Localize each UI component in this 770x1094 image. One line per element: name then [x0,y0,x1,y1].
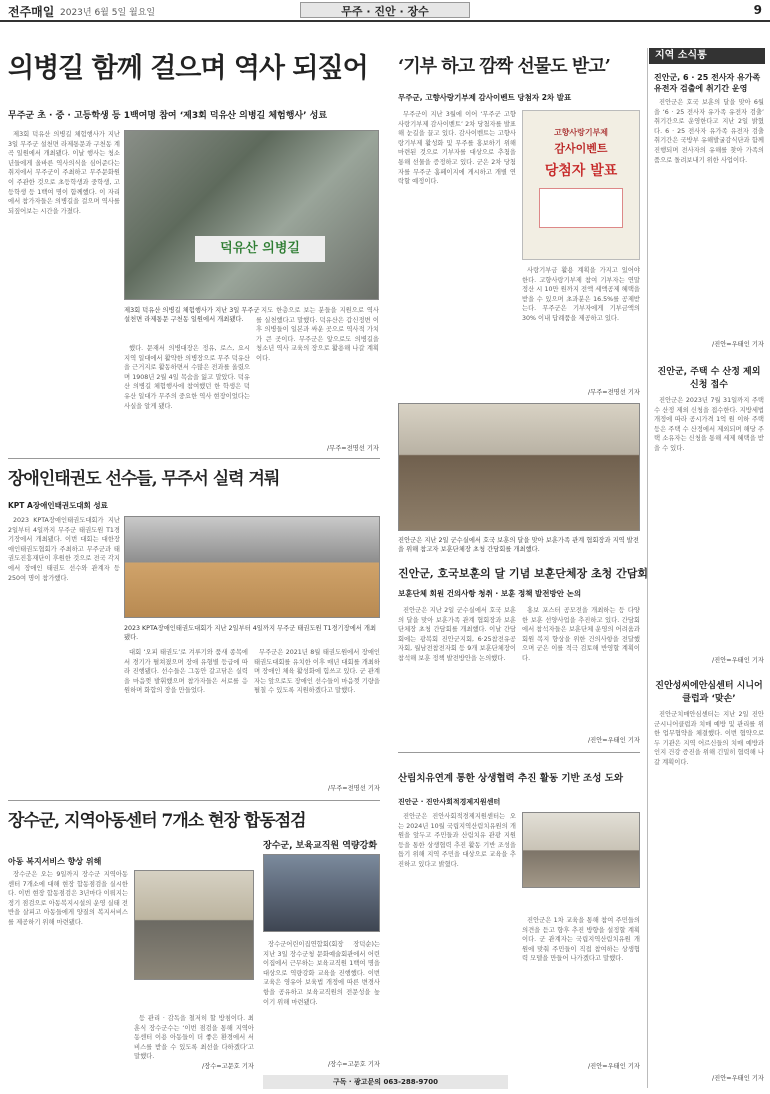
article2-col2: 사랑기부금 활용 계획을 가지고 있어야 한다. 고향사랑기부제 참여 기부자는 연말정산 시 10만 원까지 전액 세액공제 혜택을 받을 수 있으며 초과분은 16.5%를 공제받는다. 무주군은 기부자에게 기부금액의 30% 이내 답례품을 제공하고 있다. [522,267,640,322]
article4-subhead: 보훈단체 회원 건의사항 청취 · 보훈 정책 발전방안 논의 [398,589,582,598]
article4-col1: 진안군은 지난 2일 군수실에서 호국 보훈의 달을 맞아 보훈가족 관계 협회장과 보훈단체장 초청 간담회를 개최했다. 이날 간담회에는 광복회 진안군지회, 6·25참전유공자회, 월남전참전자회 등 9개 보훈단체장이 참석해 보훈 정책 발전방안을 논의했다. [398,607,516,662]
footer-ad: 구독 · 광고문의 063-288-9700 [263,1075,508,1089]
article3-headline: 장애인태권도 선수들, 무주서 실력 겨뤄 [8,469,280,489]
article3-subhead: KPT A장애인태권도대회 성료 [8,501,108,510]
article7-headline: 산림치유연계 통한 상생협력 추진 활동 기반 조성 도와 [398,773,624,784]
article6-byline: /장수=고문호 기자 [328,1061,380,1068]
section-label: 무주 · 진안 · 장수 [300,2,470,18]
article1-caption: 제3회 덕유산 의병길 체험행사가 지난 3일 무주군 설천면 라제통문 구천동 일원에서 개최됐다. [124,307,260,323]
article5-col1: 장수군은 오는 9일까지 장수군 지역아동센터 7개소에 대해 현장 합동점검을 실시한다. 이번 현장 합동점검은 3년마다 이뤄지는 정기 점검으로 아동복지시설의 운영 실태 전반을 살피고 아동들에게 양질의 복지서비스를 제공하기 위해 마련됐다. [8,871,128,926]
article5-byline: /장수=고문호 기자 [202,1063,254,1070]
photo-banner: 덕유산 의병길 [195,236,325,262]
event-poster [522,110,640,260]
sidebar-item-body: 진안군치매안심센터는 지난 2일 진안군시니어클럽과 치매 예방 및 관리를 위한 업무협약을 체결했다. 이번 협약으로 두 기관은 지역 어르신들의 치매 예방과 인지 건강 증진을 위해 긴밀히 협력해 나갈 계획이다. [654,711,764,766]
article1-byline: /무주=전명선 기자 [327,445,379,452]
article2-headline: ‘기부 하고 깜짝 선물도 받고’ [398,56,610,77]
article7-subhead: 진안군 · 진안사회적경제지원센터 [398,798,501,806]
article3-byline: /무주=전명선 기자 [328,785,380,792]
article3-col1: 2023 KPTA장애인태권도대회가 지난 2일부터 4일까지 무주군 태권도원 T1경기장에서 개최됐다. 이번 대회는 대한장애인태권도협회가 주최하고 무주군과 태권도진흥재단이 후원한 것으로 전국 각지에서 장애인 태권도 선수와 관계자 등 250여 명이 참가했다. [8,517,120,582]
article3-col2: 대회 ‘오피 태권도’로 겨루기와 품새 종목에서 경기가 펼쳐졌으며 장애 유형별 등급에 따라 진행됐다. 선수들은 그동안 갈고닦은 실력을 마음껏 발휘했으며 참가자들은 서로를 응원하며 화합의 장을 만들었다. [124,649,248,695]
article4-headline: 진안군, 호국보훈의 달 기념 보훈단체장 초청 간담회 [398,567,648,580]
article3-caption: 2023 KPTA장애인태권도대회가 지난 2일부터 4일까지 무주군 태권도원 T1경기장에서 개최됐다. [124,625,377,641]
article7-byline: /진안=우태인 기자 [588,1063,640,1070]
sidebar-header: 지역 소식통 [649,48,765,64]
article6-headline: 장수군, 보육교직원 역량강화 [263,841,378,851]
divider-2 [398,752,640,753]
article2-byline: /무주=전명선 기자 [588,389,640,396]
sidebar-item-title: 진안군, 6 · 25 전사자 유가족 유전자 검출에 취기간 운영 [654,73,761,93]
sidebar-item-byline: /진안=우태인 기자 [712,341,764,348]
article2-col1: 무주군이 지난 3월에 이어 ‘무주군 고향사랑기부제 감사이벤트’ 2차 당첨자를 발표해 눈길을 끌고 있다. 감사이벤트는 고향사랑기부제 활성화 및 무주를 홍보하기 위해 마련된 것으로 기부자를 대상으로 추첨을 통해 선물을 증정하고 있다. 군은 2차 당첨자를 무주군 홈페이지에 게시하고 개별 연락할 예정이다. [398,111,516,186]
page-number: 9 [753,3,762,17]
article7-col2: 진안군은 1차 교육을 통해 참여 주민들의 의견을 듣고 향후 추진 방향을 설정할 계획이다. 군 관계자는 국립지역산림치유원 개원에 맞춰 주민들이 직접 참여하는 상생협력 모델을 만들어 나가겠다고 말했다. [522,917,640,963]
poster-line2: 감사이벤트 [554,142,608,155]
article2-subhead: 무주군, 고향사랑기부제 감사이벤트 당첨자 2차 발표 [398,93,572,102]
article1-col2: 했다. 문재서 의병대장은 정유, 로스, 요시 지역 일대에서 활약한 의병장으로 무주 덕유산을 근거지로 활동하면서 수많은 전과를 올렸으며 1908년 2월 4일 목숨을 잃고 말았다. 덕유산 의병길 체험행사에 참여했던 한 학생은 덕유산 일대가 무주의 중요한 역사 현장이었다는 사실을 알게 됐다. [124,345,250,410]
sidebar-item-title: 진안성씨에안심센터 시니어클럽과 ‘맞손’ [655,681,763,704]
article1-col1: 제3회 덕유산 의병길 체험행사가 지난 3일 무주군 설천면 라제통문과 구천동 계곡 일원에서 개최됐다. 이날 행사는 청소년들에게 올바른 역사의식을 심어준다는 취지에서 무주군이 주최하고 무주문화원이 주관한 것으로 초등학생과 중학생, 고등학생 등 1백여 명이 함께했다. 이 자리에서 참가자들은 의병길을 걸으며 역사를 되짚어보는 시간을 가졌다. [8,131,120,215]
article5-col2: 등 관리 · 감독을 철저히 할 방침이다. 최훈식 장수군수는 ‘이번 점검을 통해 지역아동센터 이용 아동들이 더 좋은 환경에서 서비스를 받을 수 있도록 최선을 다하겠다’고 말했다. [134,1015,254,1061]
article1-headline: 의병길 함께 걸으며 역사 되짚어 [8,53,368,84]
article7-photo [522,812,640,888]
article4-caption: 진안군은 지난 2일 군수실에서 호국 보훈의 달을 맞아 보훈가족 관계 협회장과 지역 발전을 위해 참고자 보훈단체장 초청 간담회를 개최했다. [398,537,639,553]
article4-byline: /진안=우태인 기자 [588,737,640,744]
article1-subhead: 무주군 초 · 중 · 고등학생 등 1백여명 참여 ‘제3회 덕유산 의병길 체험행사’ 성료 [8,111,328,121]
sidebar-item-byline: /진안=우태인 기자 [712,1075,764,1082]
sidebar-item-title: 진안군, 주택 수 산정 제외 신청 접수 [657,367,761,390]
article3-photo [124,516,380,618]
article6-col1: 장수군어린이집연합회(회장 장덕순)는 지난 3일 장수군청 문화예술회관에서 어린이집에서 근무하는 보육교직원 1백여 명을 대상으로 역량강화 교육을 진행했다. 이번 교육은 영유아 보육법 개정에 따른 변경사항을 공유하고 보육교직원의 전문성을 높이기 위해 마련됐다. [263,941,380,1006]
sidebar-item-body: 진안군은 호국 보훈의 달을 맞아 6월을 ‘6 · 25 전사자 유가족 유전자 검출’ 취기간으로 운영한다고 지난 2일 밝혔다. 6 · 25 전사자 유가족 유전자 검출 취기간은 국방부 유해발굴감식단과 함께 진행되며 전사자의 유해를 찾아 가족의 품으로 돌려보내기 위한 사업이다. [654,99,764,164]
divider-3 [8,800,380,801]
poster-line1: 고향사랑기부제 [553,128,609,137]
article1-col3: 지도 한층으로 보는 분들을 지원으로 역사를 실천했다고 말했다. 덕유산은 갑신정변 이후 의병들이 일본과 싸운 곳으로 역사적 가치가 큰 곳이다. 무주군은 앞으로도 의병길을 청소년 역사 교육의 장으로 활용해 나갈 계획이다. [256,307,379,362]
sidebar-item-byline: /진안=우태인 기자 [712,657,764,664]
article6-photo [263,854,380,932]
paper-name: 전주매일 [8,5,55,19]
article4-photo [398,403,640,531]
poster-list-box [539,188,623,228]
article5-headline: 장수군, 지역아동센터 7개소 현장 합동점검 [8,811,306,831]
divider-1 [8,458,380,459]
article3-col3: 무주군은 2021년 8월 태권도원에서 장애인태권도대회를 유치한 이후 매년 대회를 개최하며 장애인 체육 활성화에 힘쓰고 있다. 군 관계자는 앞으로도 장애인 선수들이 마음껏 기량을 펼칠 수 있도록 지원하겠다고 말했다. [254,649,380,695]
sidebar-item-body: 진안군은 2023년 7월 31일까지 주택 수 산정 제외 신청을 접수한다. 지방세법 개정에 따라 공시가격 1억 원 이하 주택 등은 주택 수 산정에서 제외되며 해당 주택 소유자는 신청을 통해 세제 혜택을 받을 수 있다. [654,397,764,452]
article7-col1: 진안군은 진안사회적경제지원센터는 오는 2024년 10월 국립지역산림치유원의 개원을 앞두고 주민들과 산림치유 관광 지원 등을 통한 상생협력 추진 활동 기반 조성을 돕기 위해 지역 주민을 대상으로 교육을 추진하고 있다고 밝혔다. [398,813,516,868]
poster-line3: 당첨자 발표 [544,163,618,179]
article1-photo [124,130,379,300]
issue-date: 2023년 6월 5일 월요일 [60,8,156,18]
article5-photo [134,870,254,980]
article5-subhead: 아동 복지서비스 향상 위해 [8,857,102,866]
article4-col2: 홍보 포스터 공모전을 개최하는 등 다양한 보훈 선양사업을 추진하고 있다. 간담회에서 참석자들은 보훈단체 운영의 어려움과 회원 복지 향상을 위한 건의사항을 전달했으며 군은 이를 적극 검토해 반영할 계획이다. [522,607,640,662]
